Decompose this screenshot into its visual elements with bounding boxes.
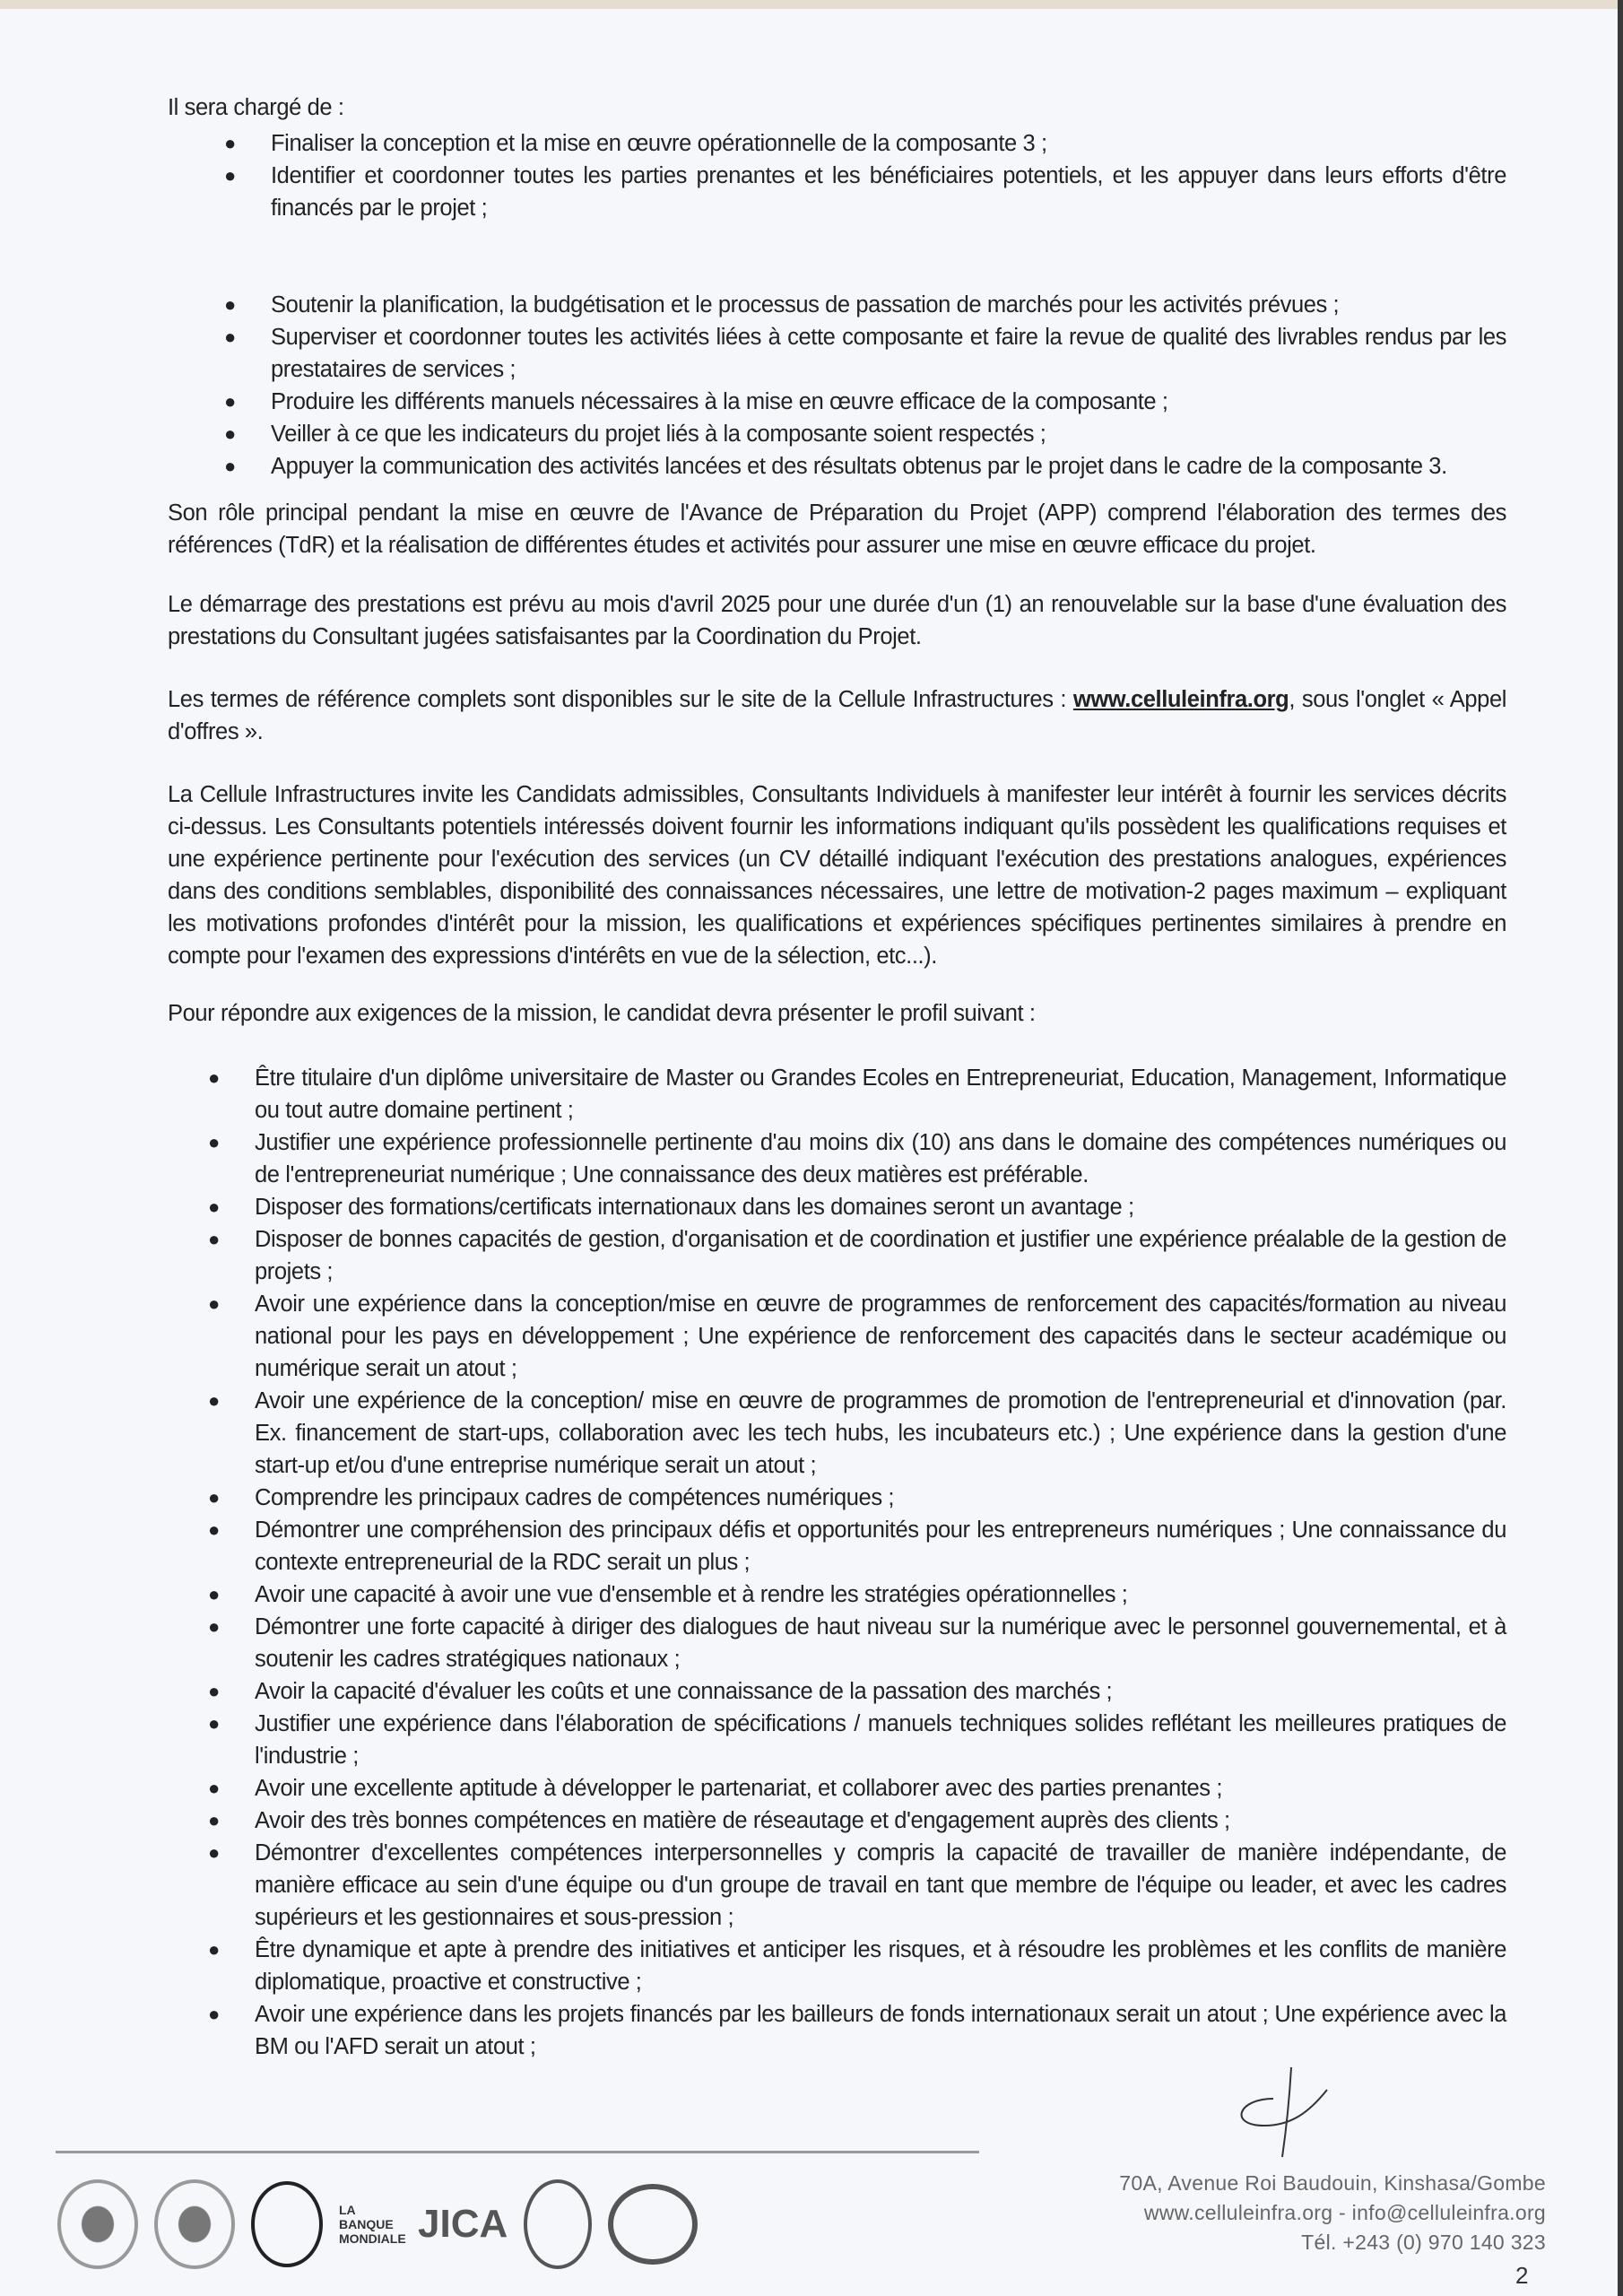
list-item: ● Produire les différents manuels nécessaires à la mise en œuvre efficace de la composante ; [0, 386, 1506, 418]
bullet-icon: ● [224, 164, 236, 187]
list-item: ● Être titulaire d'un diplôme universitaire de Master ou Grandes Ecoles en Entrepreneuriat, Education, Management, Informatique ou tout autre domaine pertinent ; [0, 1062, 1506, 1126]
paragraph-role: Son rôle principal pendant la mise en œuvre de l'Avance de Préparation du Projet (APP) comprend l'élaboration des termes des références (TdR) et la réalisation de différentes études et activités pour assurer une mise en œuvre efficace du projet. [168, 500, 1506, 558]
footer-divider [56, 2151, 979, 2153]
bullet-icon: ● [208, 1938, 220, 1961]
bullet-icon: ● [208, 1066, 220, 1089]
list-item: ● Appuyer la communication des activités lancées et des résultats obtenus par le projet dans le cadre de la composante 3. [0, 450, 1506, 483]
list-item: ● Disposer de bonnes capacités de gestion, d'organisation et de coordination et justifier une expérience préalable de la gestion de projets ; [0, 1223, 1506, 1288]
bullet-icon: ● [208, 1196, 220, 1218]
document-body [0, 91, 1623, 2063]
bullet-icon: ● [208, 1292, 220, 1315]
bullet-icon: ● [224, 326, 236, 348]
list-item: ● Avoir une excellente aptitude à développer le partenariat, et collaborer avec des parties prenantes ; [0, 1772, 1506, 1805]
bullet-icon: ● [208, 1131, 220, 1153]
signature [1219, 2063, 1354, 2161]
footer-contact-web-email: www.celluleinfra.org - info@celluleinfra.org [1143, 2201, 1546, 2224]
paragraph-invitation: La Cellule Infrastructures invite les Candidats admissibles, Consultants Individuels à manifester leur intérêt à fournir les services décrits ci-dessus. Les Consultants potentiels intéressés doivent fournir les informations indiquant qu'ils possèdent les qualifications requises et une expérience pertinente pour l'exécution des services (un CV détaillé indiquant l'exécution des prestations analogues, expériences dans des conditions semblables, disponibilité des connaissances nécessaires, une lettre de motivation-2 pages maximum – expliquant les motivations profondes d'intérêt pour la mission, les qualifications et expériences spécifiques pertinentes similaires à prendre en compte pour l'examen des expressions d'intérêts en vue de la sélection, etc...). [168, 782, 1506, 969]
list-item: ● Soutenir la planification, la budgétisation et le processus de passation de marchés pour les activités prévues ; [0, 289, 1506, 321]
partner-logos [57, 2175, 698, 2274]
scan-top-edge [0, 0, 1623, 9]
list-item: ● Justifier une expérience dans l'élaboration de spécifications / manuels techniques solides reflétant les meilleures pratiques de l'industrie ; [0, 1708, 1506, 1772]
duties-intro: Il sera chargé de : [168, 95, 344, 120]
list-item: ● Démontrer une forte capacité à diriger des dialogues de haut niveau sur la numérique avec le personnel gouvernemental, et à soutenir les cadres stratégiques nationaux ; [0, 1611, 1506, 1675]
list-item: ● Finaliser la conception et la mise en œuvre opérationnelle de la composante 3 ; [0, 127, 1506, 160]
badea-logo [524, 2179, 592, 2269]
list-item: ● Superviser et coordonner toutes les activités liées à cette composante et faire la revue de qualité des livrables rendus par les prestataires de services ; [0, 321, 1506, 386]
celluleinfra-link[interactable]: www.celluleinfra.org [1072, 687, 1289, 712]
profile-list [0, 1062, 1506, 2063]
jica-logo: JICA [418, 2202, 508, 2246]
duties-list [0, 127, 1506, 224]
ofid-logo [608, 2184, 698, 2265]
list-item: ● Avoir une expérience de la conception/ mise en œuvre de programmes de promotion de l'entrepreneurial et d'innovation (par. Ex. financement de start-ups, collaboration avec les tech hubs, les incubateurs etc.) ; Une expérience dans la gestion d'une start-up et/ou d'une entreprise numérique serait un atout ; [0, 1385, 1506, 1482]
bullet-icon: ● [224, 132, 236, 154]
bullet-icon: ● [224, 293, 236, 316]
bullet-icon: ● [208, 1228, 220, 1250]
bullet-icon: ● [208, 1680, 220, 1702]
list-item: ● Avoir des très bonnes compétences en matière de réseautage et d'engagement auprès des clients ; [0, 1805, 1506, 1837]
page-number: 2 [1515, 2262, 1529, 2289]
list-item: ● Démontrer d'excellentes compétences interpersonnelles y compris la capacité de travailler de manière indépendante, de manière efficace au sein d'une équipe ou d'un groupe de travail en tant que membre de l'équipe ou leader, et avec les cadres supérieurs et les gestionnaires et sous-pression ; [0, 1837, 1506, 1934]
bullet-icon: ● [224, 390, 236, 413]
list-item: ● Veiller à ce que les indicateurs du projet liés à la composante soient respectés ; [0, 418, 1506, 450]
paragraph-tdr: Les termes de référence complets sont disponibles sur le site de la Cellule Infrastructures : www.celluleinfra.org, sous l'onglet « Appel d'offres ». [168, 687, 1507, 744]
list-item: ● Avoir une capacité à avoir une vue d'ensemble et à rendre les stratégies opérationnelles ; [0, 1578, 1506, 1611]
list-item: ● Être dynamique et apte à prendre des initiatives et anticiper les risques, et à résoudre les problèmes et les conflits de manière diplomatique, proactive et constructive ; [0, 1934, 1506, 1998]
world-bank-logo-text: LA BANQUE MONDIALE [339, 2203, 406, 2246]
list-item: ● Justifier une expérience professionnelle pertinente d'au moins dix (10) ans dans le domaine des compétences numériques ou de l'entrepreneuriat numérique ; Une connaissance des deux matières est préférable. [0, 1126, 1506, 1191]
world-bank-globe-icon [251, 2181, 323, 2267]
bullet-icon: ● [208, 1583, 220, 1605]
bullet-icon: ● [208, 1712, 220, 1735]
list-item: ● Comprendre les principaux cadres de compétences numériques ; [0, 1482, 1506, 1514]
bullet-icon: ● [224, 422, 236, 445]
bullet-icon: ● [208, 1777, 220, 1799]
list-item: ● Démontrer une compréhension des principaux défis et opportunités pour les entrepreneurs numériques ; Une connaissance du contexte entrepreneurial de la RDC serait un plus ; [0, 1514, 1506, 1578]
duties-list-continued [0, 289, 1506, 483]
bullet-icon: ● [208, 1389, 220, 1412]
bullet-icon: ● [208, 2003, 220, 2025]
list-item: ● Disposer des formations/certificats internationaux dans les domaines seront un avantage ; [0, 1191, 1506, 1223]
list-item: ● Avoir une expérience dans la conception/mise en œuvre de programmes de renforcement des capacités/formation au niveau national pour les pays en développement ; Une expérience de renforcement des capacités dans le secteur académique ou numérique serait un atout ; [0, 1288, 1506, 1385]
bullet-icon: ● [208, 1615, 220, 1638]
list-item: ● Avoir une expérience dans les projets financés par les bailleurs de fonds internationaux serait un atout ; Une expérience avec la BM ou l'AFD serait un atout ; [0, 1998, 1506, 2063]
list-item: ● Identifier et coordonner toutes les parties prenantes et les bénéficiaires potentiels, et les appuyer dans leurs efforts d'être financés par le projet ; [0, 160, 1506, 224]
list-item: ● Avoir la capacité d'évaluer les coûts et une connaissance de la passation des marchés ; [0, 1675, 1506, 1708]
bullet-icon: ● [208, 1841, 220, 1864]
paragraph-start-date: Le démarrage des prestations est prévu au mois d'avril 2025 pour une durée d'un (1) an renouvelable sur la base d'une évaluation des prestations du Consultant jugées satisfaisantes par la Coordination du Projet. [168, 592, 1506, 649]
fad-logo [154, 2179, 235, 2269]
footer-phone: Tél. +243 (0) 970 140 323 [1301, 2231, 1546, 2254]
bullet-icon: ● [208, 1486, 220, 1509]
profile-intro: Pour répondre aux exigences de la mission, le candidat devra présenter le profil suivant : [168, 1001, 1036, 1026]
bullet-icon: ● [224, 455, 236, 477]
bullet-icon: ● [208, 1518, 220, 1541]
bad-logo [57, 2179, 138, 2269]
bullet-icon: ● [208, 1809, 220, 1831]
footer-address: 70A, Avenue Roi Baudouin, Kinshasa/Gombe www.celluleinfra.org - info@celluleinfra.org Tél. +243 (0) 970 140 323 [1119, 2169, 1546, 2257]
